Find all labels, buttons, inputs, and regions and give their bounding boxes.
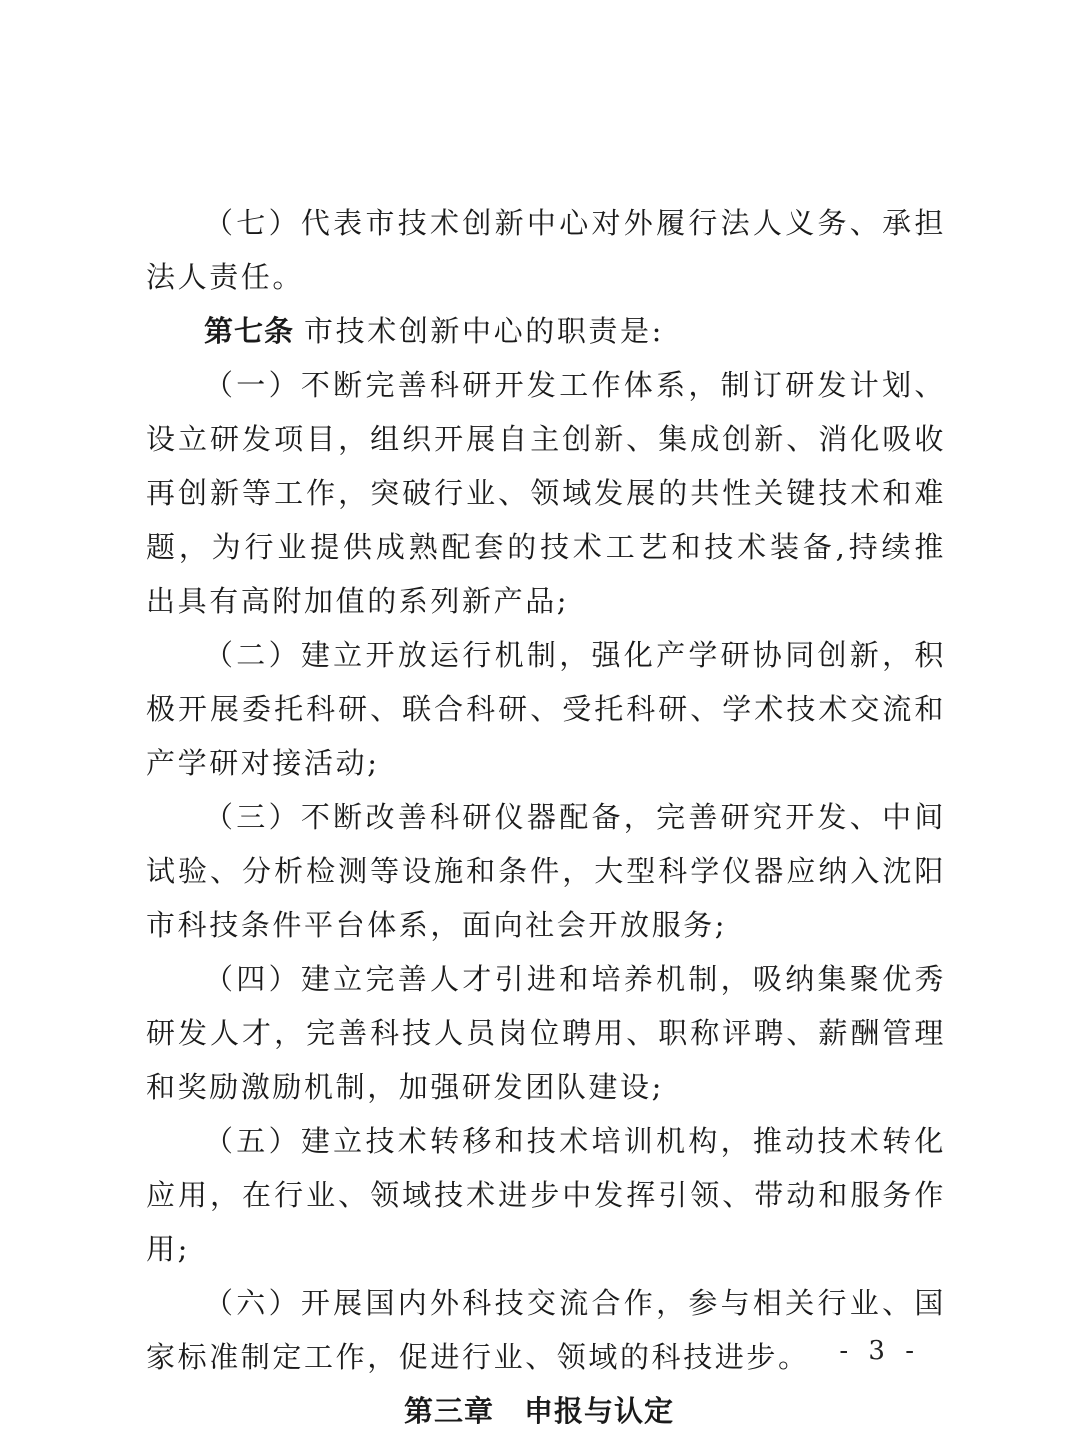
paragraph-item-2: （二）建立开放运行机制，强化产学研协同创新，积极开展委托科研、联合科研、受托科研、学术技术交流和产学研对接活动; (146, 638, 946, 780)
paragraph-item-7: （七）代表市技术创新中心对外履行法人义务、承担法人责任。 (146, 206, 946, 294)
chapter-heading: 第三章 申报与认定 (403, 1394, 674, 1428)
paragraph-item-5: （五）建立技术转移和技术培训机构，推动技术转化应用，在行业、领域技术进步中发挥引领、带动和服务作用; (146, 1124, 946, 1266)
article-seven (146, 304, 946, 358)
paragraph-item-1: （一）不断完善科研开发工作体系，制订研发计划、设立研发项目，组织开展自主创新、集成创新、消化吸收再创新等工作，突破行业、领域发展的共性关键技术和难题，为行业提供成熟配套的技术工艺和技术装备,持续推出具有高附加值的系列新产品; (146, 368, 946, 618)
article-title: 第七条 (204, 314, 295, 348)
page-number: - 3 - (839, 1336, 920, 1366)
paragraph-item-6: （六）开展国内外科技交流合作，参与相关行业、国家标准制定工作，促进行业、领域的科技进步。 (146, 1286, 946, 1374)
paragraph-item-4: （四）建立完善人才引进和培养机制，吸纳集聚优秀研发人才，完善科技人员岗位聘用、职称评聘、薪酬管理和奖励激励机制，加强研发团队建设; (146, 962, 946, 1104)
paragraph-item-3: （三）不断改善科研仪器配备，完善研究开发、中间试验、分析检测等设施和条件，大型科学仪器应纳入沈阳市科技条件平台体系，面向社会开放服务; (146, 800, 946, 942)
article-text: 市技术创新中心的职责是: (304, 314, 664, 348)
